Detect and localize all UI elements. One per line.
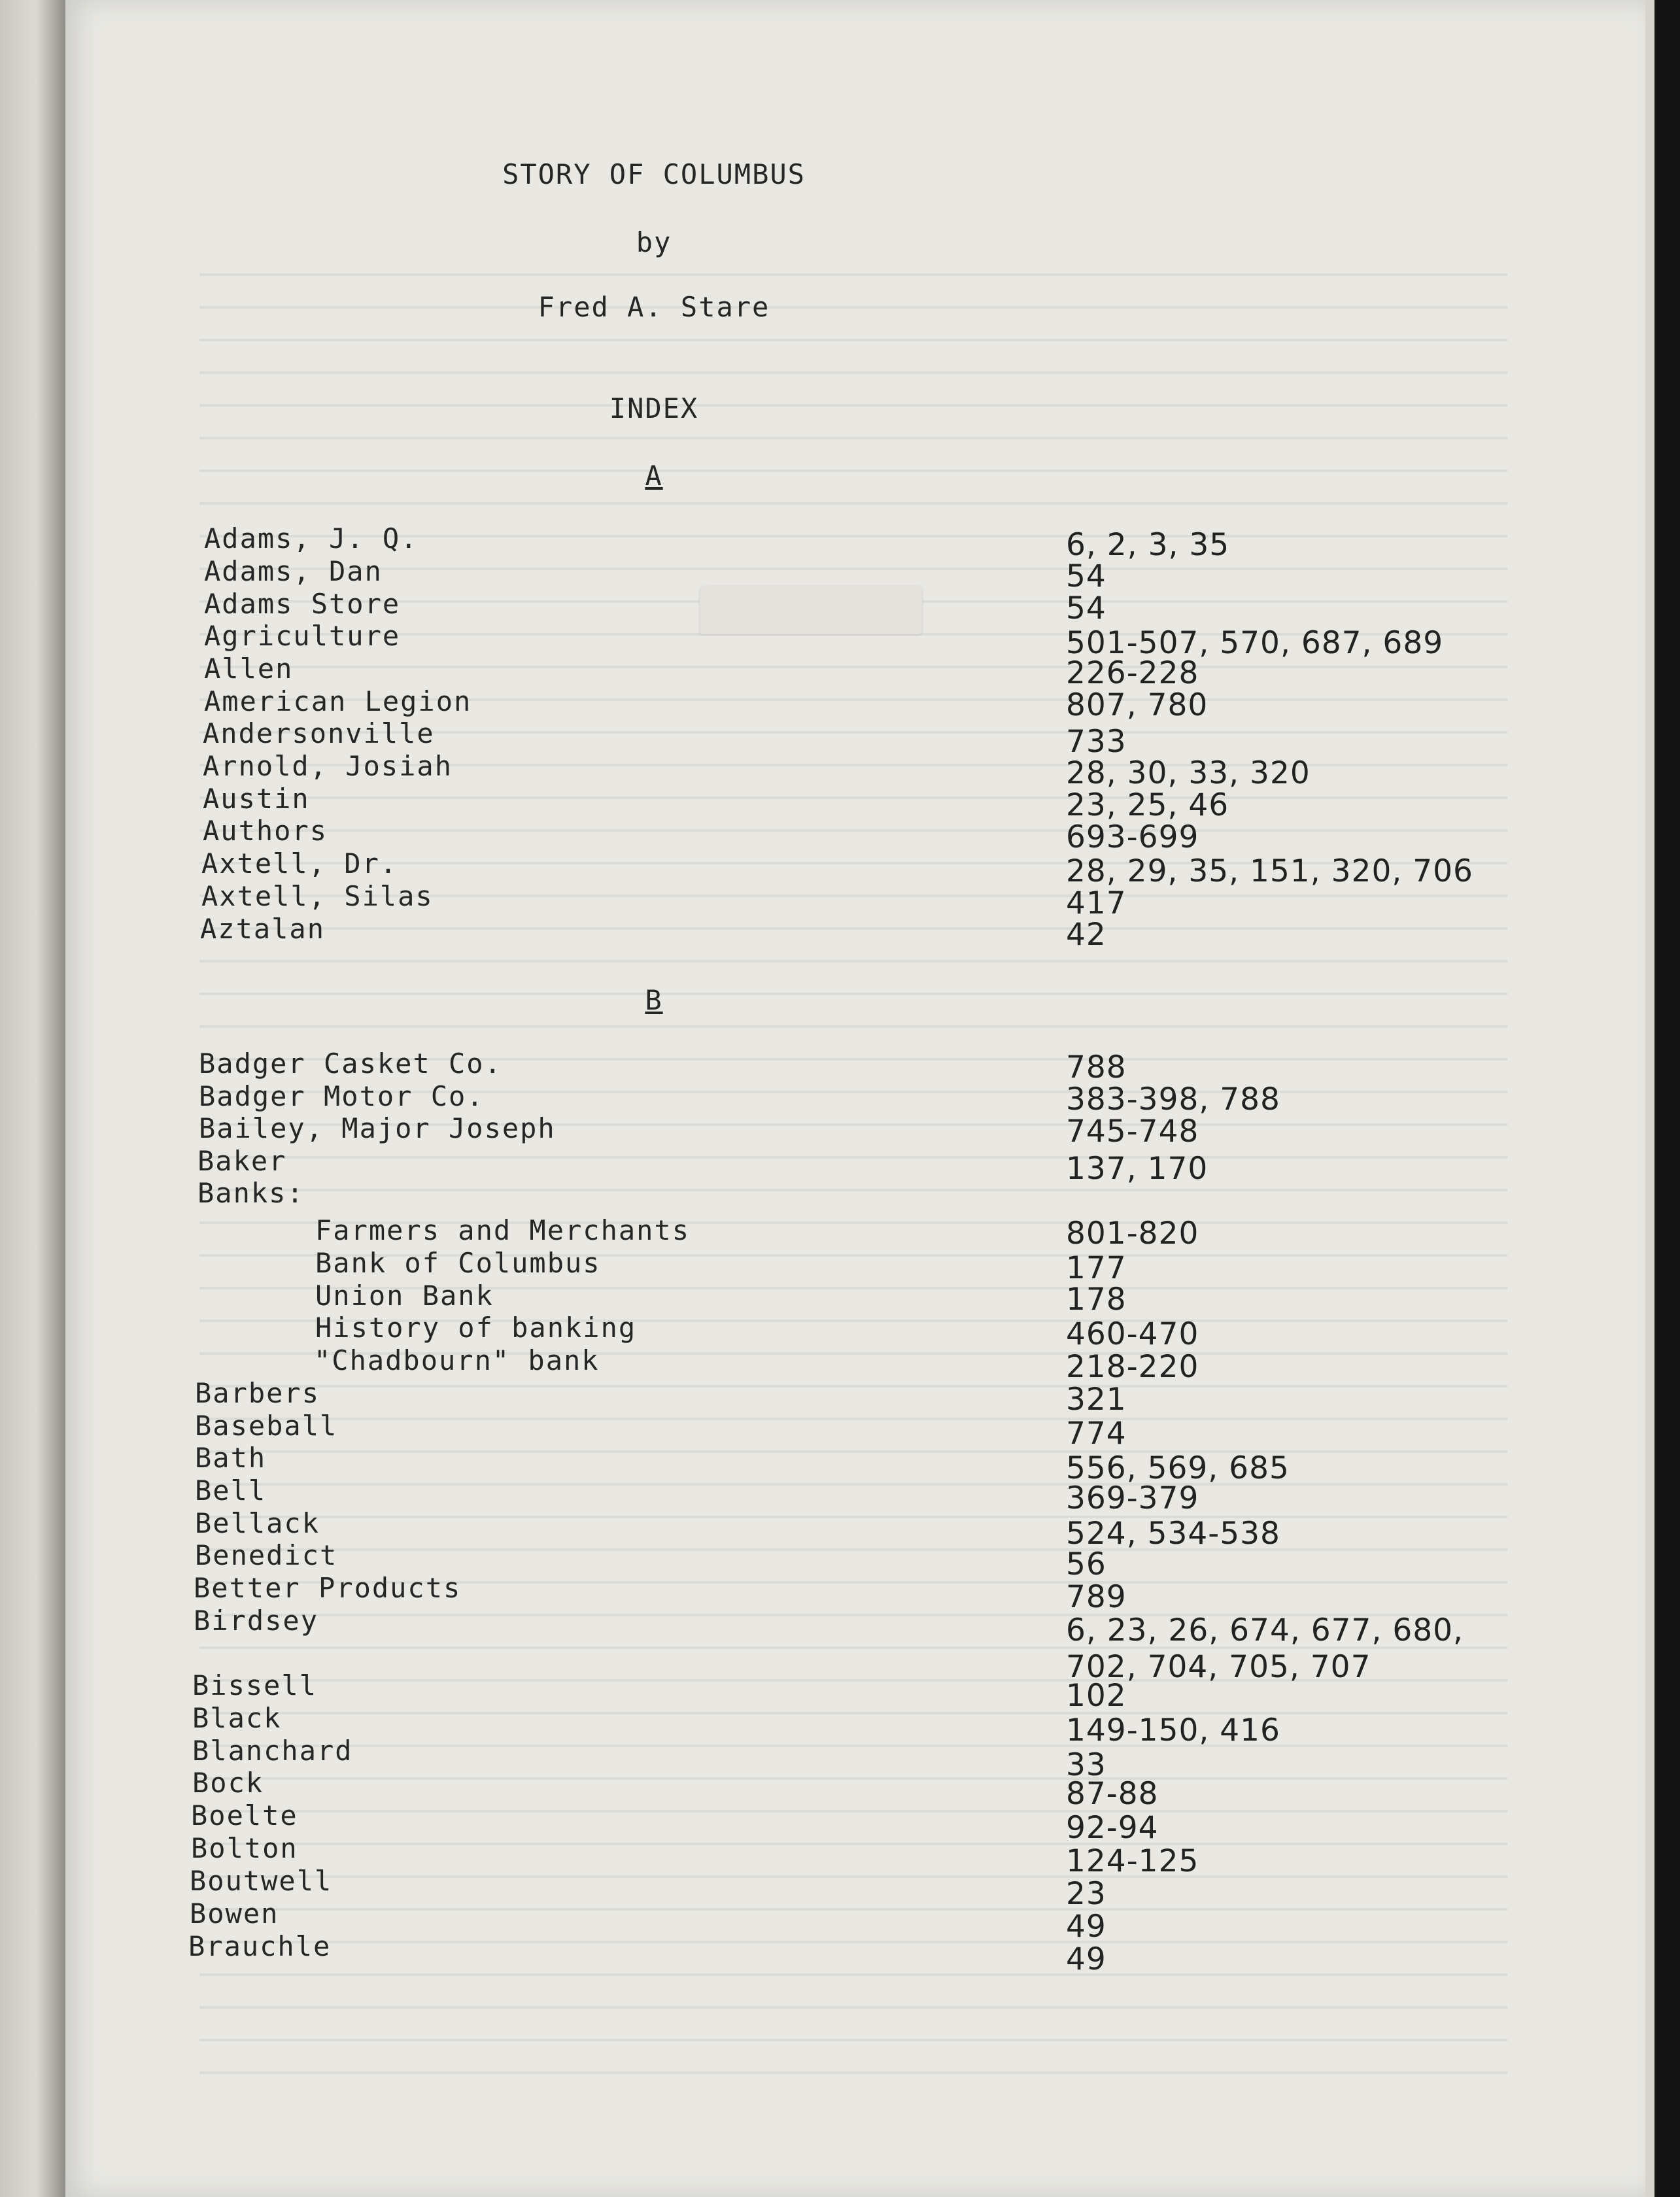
index-entry: Axtell, Dr. xyxy=(201,847,398,879)
index-entry: Bock xyxy=(192,1767,264,1799)
index-heading: INDEX xyxy=(609,392,699,424)
section-letter-b: B xyxy=(645,984,663,1016)
index-entry: Aztalan xyxy=(200,913,326,945)
index-entry: Arnold, Josiah xyxy=(203,750,453,782)
page-numbers: 87-88 xyxy=(1066,1776,1159,1812)
section-letter-a: A xyxy=(645,460,663,492)
page-numbers: 6, 23, 26, 674, 677, 680, xyxy=(1066,1612,1464,1648)
page-numbers: 789 xyxy=(1066,1579,1127,1615)
index-entry: Bellack xyxy=(195,1507,320,1539)
index-entry: Austin xyxy=(203,783,310,815)
page-numbers-continued: 702, 704, 705, 707 xyxy=(1066,1649,1371,1685)
page-numbers: 49 xyxy=(1066,1941,1106,1977)
page-numbers: 124-125 xyxy=(1066,1843,1199,1879)
page-numbers: 23 xyxy=(1066,1876,1106,1912)
page-numbers: 28, 29, 35, 151, 320, 706 xyxy=(1066,853,1473,889)
page-numbers: 226-228 xyxy=(1066,655,1199,691)
author-name: Fred A. Stare xyxy=(538,291,770,323)
page-numbers: 28, 30, 33, 320 xyxy=(1066,755,1311,791)
index-entry: Boutwell xyxy=(190,1865,333,1897)
page-numbers: 137, 170 xyxy=(1066,1151,1209,1187)
page-numbers: 801-820 xyxy=(1066,1216,1199,1252)
index-entry: Allen xyxy=(204,653,294,685)
page-numbers: 524, 534-538 xyxy=(1066,1516,1280,1552)
index-entry: Badger Casket Co. xyxy=(199,1047,502,1080)
index-entry: Barbers xyxy=(195,1377,320,1409)
index-entry: American Legion xyxy=(204,685,472,717)
page-numbers: 23, 25, 46 xyxy=(1066,787,1229,823)
page-numbers: 774 xyxy=(1066,1416,1127,1452)
index-entry: Better Products xyxy=(194,1572,462,1604)
page-numbers: 733 xyxy=(1066,724,1127,760)
index-entry: Badger Motor Co. xyxy=(199,1080,485,1112)
page-numbers: 460-470 xyxy=(1066,1316,1199,1352)
index-entry: Brauchle xyxy=(188,1930,332,1962)
index-entry: Axtell, Silas xyxy=(201,880,434,912)
page-numbers: 745-748 xyxy=(1066,1114,1199,1150)
document-title: STORY OF COLUMBUS xyxy=(502,158,806,190)
page-numbers: 92-94 xyxy=(1066,1810,1159,1846)
page-numbers: 417 xyxy=(1066,885,1127,921)
index-entry: Bath xyxy=(195,1442,267,1474)
page-numbers: 369-379 xyxy=(1066,1480,1199,1516)
index-entry: Blanchard xyxy=(192,1735,353,1767)
by-line: by xyxy=(636,226,672,258)
index-subentry: "Chadbourn" bank xyxy=(314,1344,600,1376)
page-numbers: 218-220 xyxy=(1066,1349,1199,1385)
index-page xyxy=(65,0,1654,2197)
page-numbers: 49 xyxy=(1066,1909,1106,1945)
index-entry: Bell xyxy=(195,1474,267,1507)
index-entry: Andersonville xyxy=(203,717,435,749)
index-entry: Benedict xyxy=(195,1539,338,1571)
index-entry: Bolton xyxy=(191,1832,298,1864)
index-entry: Agriculture xyxy=(204,620,401,652)
index-entry: Bissell xyxy=(192,1669,318,1701)
page-numbers: 149-150, 416 xyxy=(1066,1712,1280,1748)
tape-strip xyxy=(700,586,922,634)
page-numbers: 178 xyxy=(1066,1282,1127,1318)
index-entry: Black xyxy=(192,1702,282,1734)
page-numbers: 383-398, 788 xyxy=(1066,1081,1280,1117)
index-entry: Adams, J. Q. xyxy=(204,522,419,554)
index-entry: Authors xyxy=(203,815,328,847)
page-numbers: 177 xyxy=(1066,1250,1127,1286)
page-numbers: 788 xyxy=(1066,1049,1127,1085)
page-numbers: 33 xyxy=(1066,1747,1106,1783)
page-numbers: 54 xyxy=(1066,590,1106,626)
index-subentry: Union Bank xyxy=(315,1280,494,1312)
page-numbers: 501-507, 570, 687, 689 xyxy=(1066,625,1444,661)
index-entry: Adams Store xyxy=(204,588,401,620)
index-entry: Bowen xyxy=(190,1898,279,1930)
page-numbers: 556, 569, 685 xyxy=(1066,1450,1290,1486)
page-numbers: 56 xyxy=(1066,1546,1106,1582)
index-subentry: History of banking xyxy=(315,1312,637,1344)
page-numbers: 321 xyxy=(1066,1382,1127,1418)
index-subentry: Farmers and Merchants xyxy=(315,1214,691,1246)
page-numbers: 102 xyxy=(1066,1678,1127,1714)
index-entry: Boelte xyxy=(191,1799,298,1831)
index-entry: Adams, Dan xyxy=(204,555,383,587)
page-numbers: 42 xyxy=(1066,917,1106,953)
index-subentry: Bank of Columbus xyxy=(315,1247,601,1279)
page-numbers: 54 xyxy=(1066,558,1106,594)
left-page-edge xyxy=(0,0,65,2197)
index-entry: Baker xyxy=(197,1145,287,1177)
index-entry: Baseball xyxy=(195,1410,338,1442)
index-entry: Banks: xyxy=(197,1177,305,1209)
index-entry: Birdsey xyxy=(194,1605,319,1637)
index-entry: Bailey, Major Joseph xyxy=(199,1112,556,1144)
page-numbers: 693-699 xyxy=(1066,819,1199,855)
page-numbers: 807, 780 xyxy=(1066,687,1209,723)
page-numbers: 6, 2, 3, 35 xyxy=(1066,527,1230,563)
